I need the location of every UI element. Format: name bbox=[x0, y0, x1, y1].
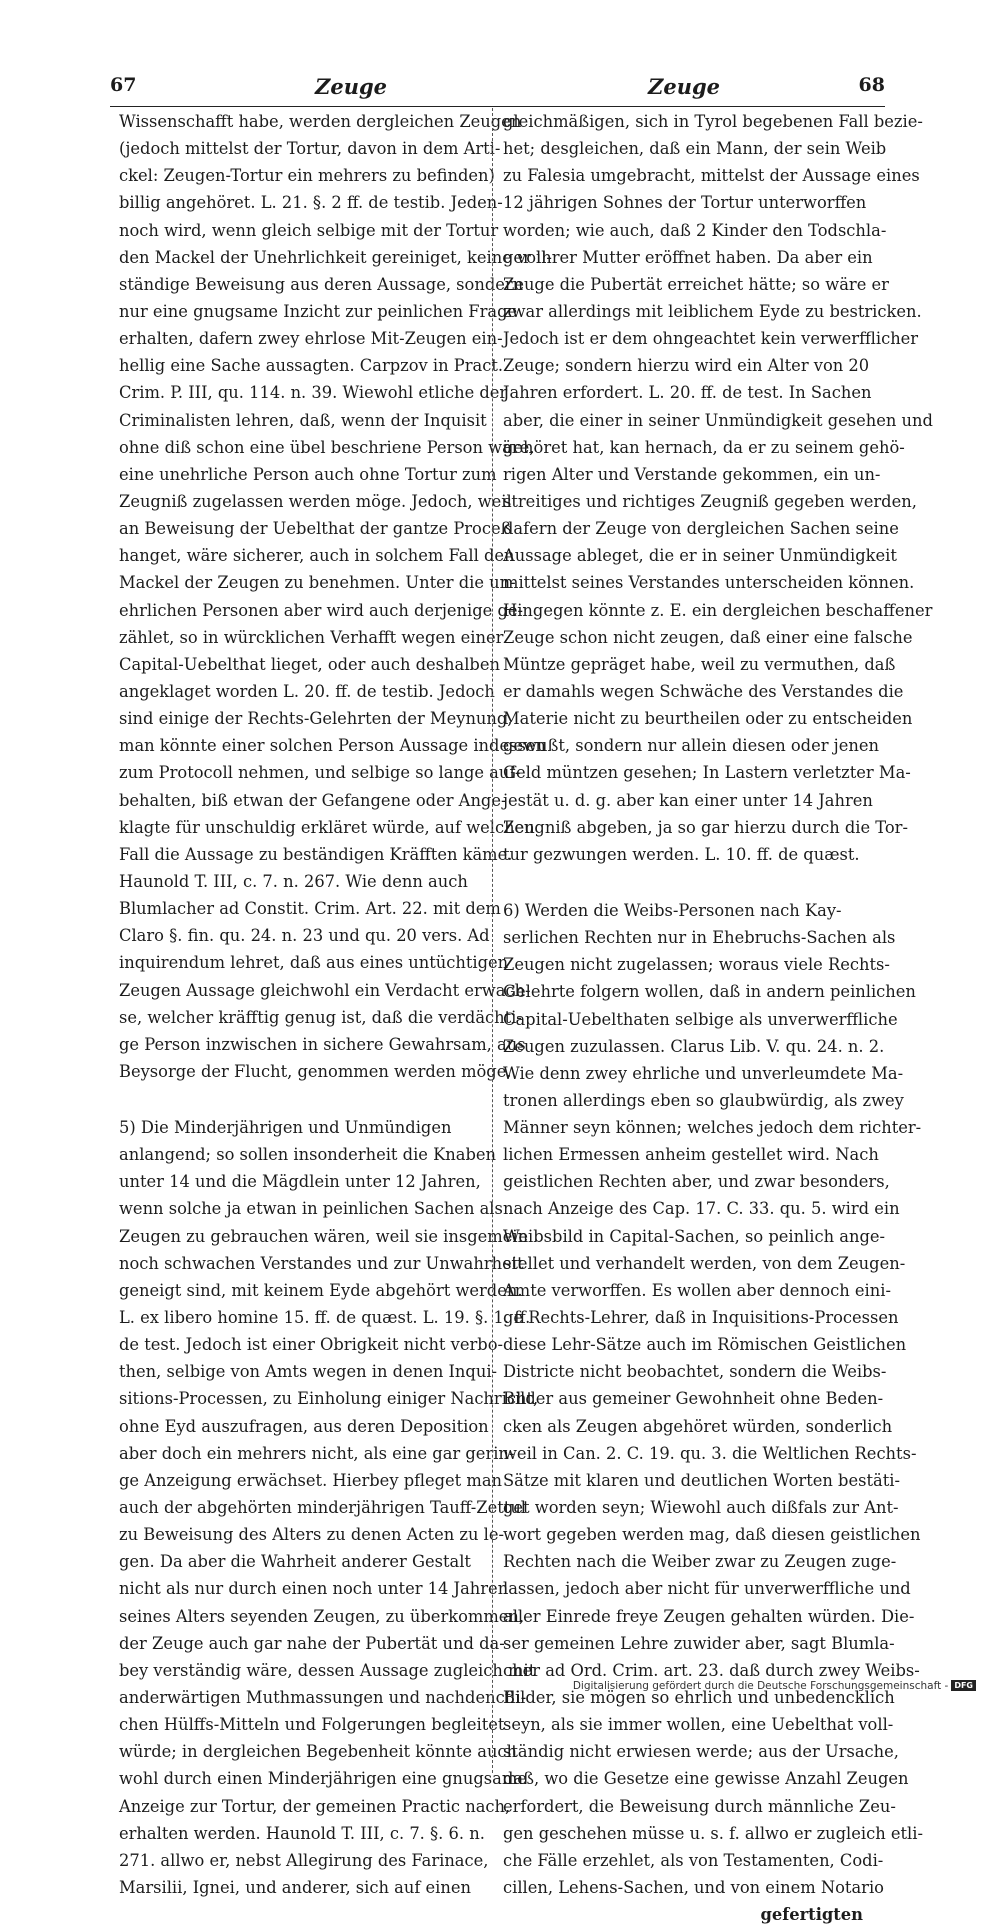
text-line: then, selbige von Amts wegen in denen Inqui- bbox=[119, 1362, 498, 1382]
text-line: bey verständig wäre, dessen Aussage zugleich mit bbox=[119, 1660, 536, 1680]
text-line: Mackel der Zeugen zu benehmen. Unter die un- bbox=[119, 573, 516, 593]
text-line: streitiges und richtiges Zeugniß gegeben werden, bbox=[503, 491, 917, 511]
text-line: Haunold T. III, c. 7. n. 267. Wie denn auch bbox=[119, 871, 468, 891]
text-line: geistlichen Rechten aber, und zwar besonders, bbox=[503, 1172, 890, 1192]
text-line: rigen Alter und Verstande gekommen, ein un- bbox=[503, 464, 881, 484]
text-line: 6) Werden die Weibs-Personen nach Kay- bbox=[503, 900, 842, 920]
text-line: Zeugen Aussage gleichwohl ein Verdacht erwach- bbox=[119, 980, 531, 1000]
text-line: ge Rechts-Lehrer, daß in Inquisitions-Processen bbox=[503, 1308, 899, 1328]
text-line: noch schwachen Verstandes und zur Unwahrheit bbox=[119, 1253, 524, 1273]
paragraph bbox=[503, 108, 933, 868]
text-line: den Mackel der Unehrlichkeit gereiniget, keine voll- bbox=[119, 247, 552, 267]
text-line: Blumlacher ad Constit. Crim. Art. 22. mit dem bbox=[119, 899, 501, 919]
text-line: seyn, als sie immer wollen, eine Uebelthat voll- bbox=[503, 1715, 894, 1735]
text-line: zum Protocoll nehmen, und selbige so lange auf- bbox=[119, 763, 521, 783]
text-line: ohne Eyd auszufragen, aus deren Deposition bbox=[119, 1416, 489, 1436]
text-line: Zeugen zuzulassen. Clarus Lib. V. qu. 24. n. 2. bbox=[503, 1036, 885, 1056]
text-line: Gelehrte folgern wollen, daß in andern peinlichen bbox=[503, 982, 916, 1002]
text-line: se, welcher kräfftig genug ist, daß die verdächti- bbox=[119, 1007, 522, 1027]
text-line: auch der abgehörten minderjährigen Tauff-Zettul bbox=[119, 1498, 527, 1518]
text-line: ser gemeinen Lehre zuwider aber, sagt Blumla- bbox=[503, 1633, 895, 1653]
text-line: ger ihrer Mutter eröffnet haben. Da aber ein bbox=[503, 247, 873, 267]
text-line: Anzeige zur Tortur, der gemeinen Practic nach, bbox=[119, 1796, 511, 1816]
text-line: Geld müntzen gesehen; In Lastern verletzter Ma- bbox=[503, 763, 911, 783]
page-number-right: 68 bbox=[858, 74, 885, 96]
page-number-left: 67 bbox=[110, 74, 137, 96]
text-line: jestät u. d. g. aber kan einer unter 14 Jahren bbox=[503, 790, 873, 810]
paragraph bbox=[119, 108, 552, 1085]
text-line: hellig eine Sache aussagten. Carpzov in Pract. bbox=[119, 356, 504, 376]
text-line: ge Anzeigung erwächset. Hierbey pfleget man bbox=[119, 1470, 503, 1490]
text-line: Amte verworffen. Es wollen aber dennoch eini- bbox=[503, 1280, 891, 1300]
text-line: ohne diß schon eine übel beschriene Person wäre, bbox=[119, 437, 535, 457]
text-line: cken als Zeugen abgehöret würden, sonderlich bbox=[503, 1416, 893, 1436]
text-line: er damahls wegen Schwäche des Verstandes die bbox=[503, 681, 904, 701]
text-line: eine unehrliche Person auch ohne Tortur zum bbox=[119, 464, 497, 484]
text-line: 12 jährigen Sohnes der Tortur unterworffen bbox=[503, 193, 867, 213]
text-line: ge Person inzwischen in sichere Gewahrsam, aus bbox=[119, 1034, 526, 1054]
running-title-left: Zeuge bbox=[315, 74, 388, 99]
text-line: Zeugniß abgeben, ja so gar hierzu durch die Tor- bbox=[503, 817, 908, 837]
text-line: mittelst seines Verstandes unterscheiden können. bbox=[503, 573, 915, 593]
text-line: tur gezwungen werden. L. 10. ff. de quæst. bbox=[503, 844, 860, 864]
text-line: Jedoch ist er dem ohngeachtet kein verwerfflicher bbox=[503, 329, 919, 349]
running-header bbox=[110, 72, 885, 107]
text-line: serlichen Rechten nur in Ehebruchs-Sachen als bbox=[503, 928, 896, 948]
text-line: hanget, wäre sicherer, auch in solchem Fall den bbox=[119, 546, 515, 566]
text-line: L. ex libero homine 15. ff. de quæst. L. 19. §. 1. ff. bbox=[119, 1308, 531, 1328]
text-line: Rechten nach die Weiber zwar zu Zeugen zuge- bbox=[503, 1552, 897, 1572]
catchword: gefertigten bbox=[760, 1905, 863, 1925]
paragraph-gap bbox=[503, 868, 863, 897]
text-line: Sätze mit klaren und deutlichen Worten bestäti- bbox=[503, 1470, 900, 1490]
text-line: gen. Da aber die Wahrheit anderer Gestalt bbox=[119, 1552, 471, 1572]
text-line: ckel: Zeugen-Tortur ein mehrers zu befinden) bbox=[119, 166, 495, 186]
text-line: aber, die einer in seiner Unmündigkeit gesehen und bbox=[503, 410, 933, 430]
text-line: 271. allwo er, nebst Allegirung des Farinace, bbox=[119, 1850, 489, 1870]
text-line: erfordert, die Beweisung durch männliche Zeu- bbox=[503, 1796, 896, 1816]
text-line: lassen, jedoch aber nicht für unverwerffliche und bbox=[503, 1579, 911, 1599]
text-line: noch wird, wenn gleich selbige mit der Tortur bbox=[119, 220, 499, 240]
text-line: Zeuge; sondern hierzu wird ein Alter von 20 bbox=[503, 356, 870, 376]
text-line: Aussage ableget, die er in seiner Unmündigkeit bbox=[503, 546, 897, 566]
paragraph bbox=[119, 1114, 539, 1901]
text-line: zu Falesia umgebracht, mittelst der Aussage eines bbox=[503, 166, 920, 186]
text-line: Hingegen könnte z. E. ein dergleichen beschaffener bbox=[503, 600, 933, 620]
left-text-column bbox=[119, 108, 552, 1901]
text-line: Zeuge die Pubertät erreichet hätte; so wäre er bbox=[503, 274, 889, 294]
text-line: Marsilii, Ignei, und anderer, sich auf einen bbox=[119, 1878, 471, 1897]
text-line: nicht als nur durch einen noch unter 14 Jahren bbox=[119, 1579, 509, 1599]
text-line: weil in Can. 2. C. 19. qu. 3. die Weltlichen Rechts- bbox=[503, 1443, 917, 1463]
text-line: zu Beweisung des Alters zu denen Acten zu le- bbox=[119, 1525, 504, 1545]
text-line: anlangend; so sollen insonderheit die Knaben bbox=[119, 1145, 496, 1165]
text-line: Bilder aus gemeiner Gewohnheit ohne Beden- bbox=[503, 1389, 884, 1409]
text-line: dafern der Zeuge von dergleichen Sachen seine bbox=[503, 519, 899, 539]
text-line: chen Hülffs-Mitteln und Folgerungen begleitet bbox=[119, 1715, 505, 1735]
text-line: Materie nicht zu beurtheilen oder zu entscheiden bbox=[503, 709, 913, 729]
right-text-column bbox=[503, 108, 933, 1928]
text-line: zwar allerdings mit leiblichem Eyde zu bestricken. bbox=[503, 301, 922, 321]
text-line: seines Alters seyenden Zeugen, zu überkommen, bbox=[119, 1606, 525, 1626]
text-line: Weibsbild in Capital-Sachen, so peinlich ange- bbox=[503, 1226, 886, 1246]
text-line: lichen Ermessen anheim gestellet wird. Nach bbox=[503, 1145, 879, 1165]
text-line: inquirendum lehret, daß aus eines untüchtigen bbox=[119, 953, 509, 973]
footer-text: Digitalisierung gefördert durch die Deutsche Forschungsgemeinschaft - bbox=[572, 1680, 949, 1692]
text-line: het; desgleichen, daß ein Mann, der sein Weib bbox=[503, 139, 887, 159]
text-line: wohl durch einen Minderjährigen eine gnugsame bbox=[119, 1769, 527, 1789]
paragraph-gap bbox=[119, 1085, 479, 1114]
text-line: nur eine gnugsame Inzicht zur peinlichen Frage bbox=[119, 301, 518, 321]
text-line: zählet, so in würcklichen Verhafft wegen einer bbox=[119, 627, 504, 647]
text-line: cher ad Ord. Crim. art. 23. daß durch zwey Weibs- bbox=[503, 1660, 920, 1680]
text-line: sitions-Processen, zu Einholung einiger Nachricht, bbox=[119, 1389, 539, 1409]
text-line: wort gegeben werden mag, daß diesen geistlichen bbox=[503, 1525, 921, 1545]
text-line: ehrlichen Personen aber wird auch derjenige ge- bbox=[119, 600, 524, 620]
text-line: erhalten werden. Haunold T. III, c. 7. §. 6. n. bbox=[119, 1823, 485, 1843]
text-line: anderwärtigen Muthmassungen und nachdencfli- bbox=[119, 1688, 527, 1708]
text-line: nach Anzeige des Cap. 17. C. 33. qu. 5. wird ein bbox=[503, 1199, 900, 1219]
text-line: angeklaget worden L. 20. ff. de testib. Jedoch bbox=[119, 681, 495, 701]
text-line: worden; wie auch, daß 2 Kinder den Todschla- bbox=[503, 220, 887, 240]
text-line: Müntze gepräget habe, weil zu vermuthen, daß bbox=[503, 654, 896, 674]
text-line: gewußt, sondern nur allein diesen oder jenen bbox=[503, 736, 879, 756]
text-line: 5) Die Minderjährigen und Unmündigen bbox=[119, 1118, 452, 1138]
running-title-right: Zeuge bbox=[648, 74, 721, 99]
text-line: Criminalisten lehren, daß, wenn der Inquisit bbox=[119, 410, 487, 430]
text-line: Districte nicht beobachtet, sondern die Weibs- bbox=[503, 1362, 887, 1382]
text-line: wenn solche ja etwan in peinlichen Sachen als bbox=[119, 1199, 503, 1219]
text-line: Bilder, sie mögen so ehrlich und unbedencklich bbox=[503, 1688, 895, 1708]
paragraph bbox=[503, 897, 923, 1901]
text-line: sind einige der Rechts-Gelehrten der Meynung, bbox=[119, 709, 513, 729]
text-line: Fall die Aussage zu beständigen Kräfften käme. bbox=[119, 844, 513, 864]
text-line: Beysorge der Flucht, genommen werden möge. bbox=[119, 1061, 512, 1081]
text-line: geneigt sind, mit keinem Eyde abgehört werden. bbox=[119, 1280, 523, 1300]
text-line: Crim. P. III, qu. 114. n. 39. Wiewohl etliche der bbox=[119, 383, 508, 403]
text-line: che Fälle erzehlet, als von Testamenten, Codi- bbox=[503, 1850, 884, 1870]
text-line: Zeugen zu gebrauchen wären, weil sie insgemein bbox=[119, 1226, 529, 1246]
text-line: unter 14 und die Mägdlein unter 12 Jahren, bbox=[119, 1172, 481, 1192]
digitization-footer bbox=[573, 1680, 976, 1692]
text-line: get worden seyn; Wiewohl auch dißfals zur Ant- bbox=[503, 1498, 899, 1518]
text-line: an Beweisung der Uebelthat der gantze Proceß bbox=[119, 519, 512, 539]
text-line: cillen, Lehens-Sachen, und von einem Notario bbox=[503, 1878, 884, 1897]
text-line: Capital-Uebelthaten selbige als unverwerffliche bbox=[503, 1009, 898, 1029]
text-line: aller Einrede freye Zeugen gehalten würden. Die- bbox=[503, 1606, 915, 1626]
text-line: Zeugniß zugelassen werden möge. Jedoch, weil bbox=[119, 491, 512, 511]
text-line: tronen allerdings eben so glaubwürdig, als zwey bbox=[503, 1090, 904, 1110]
text-line: klagte für unschuldig erkläret würde, auf welchen bbox=[119, 817, 535, 837]
text-line: ständige Beweisung aus deren Aussage, sondern bbox=[119, 274, 524, 294]
text-line: billig angehöret. L. 21. §. 2 ff. de testib. Jeden- bbox=[119, 193, 503, 213]
text-line: Wissenschafft habe, werden dergleichen Zeugen bbox=[119, 112, 522, 131]
text-line: Jahren erfordert. L. 20. ff. de test. In Sachen bbox=[503, 383, 872, 403]
text-line: diese Lehr-Sätze auch im Römischen Geistlichen bbox=[503, 1335, 907, 1355]
text-line: der Zeuge auch gar nahe der Pubertät und da- bbox=[119, 1633, 505, 1653]
text-line: Männer seyn können; welches jedoch dem richter- bbox=[503, 1118, 922, 1138]
text-line: behalten, biß etwan der Gefangene oder Ange- bbox=[119, 790, 507, 810]
text-line: Wie denn zwey ehrliche und unverleumdete Ma- bbox=[503, 1063, 904, 1083]
text-line: aber doch ein mehrers nicht, als eine gar gerin- bbox=[119, 1443, 515, 1463]
text-line: gleichmäßigen, sich in Tyrol begebenen Fall bezie- bbox=[503, 112, 923, 131]
text-line: gen geschehen müsse u. s. f. allwo er zugleich etli- bbox=[503, 1823, 923, 1843]
text-line: Zeuge schon nicht zeugen, daß einer eine falsche bbox=[503, 627, 913, 647]
text-line: würde; in dergleichen Begebenheit könnte auch bbox=[119, 1742, 518, 1762]
text-line: Claro §. fin. qu. 24. n. 23 und qu. 20 vers. Ad bbox=[119, 926, 490, 946]
text-line: man könnte einer solchen Person Aussage indessen bbox=[119, 736, 546, 756]
text-line: (jedoch mittelst der Tortur, davon in dem Arti- bbox=[119, 139, 501, 159]
dfg-logo: DFG bbox=[951, 1680, 976, 1691]
text-line: Capital-Uebelthat lieget, oder auch deshalben bbox=[119, 654, 500, 674]
text-line: stellet und verhandelt werden, von dem Zeugen- bbox=[503, 1253, 906, 1273]
column-divider bbox=[492, 108, 493, 1773]
text-line: daß, wo die Gesetze eine gewisse Anzahl Zeugen bbox=[503, 1769, 909, 1789]
text-line: Zeugen nicht zugelassen; woraus viele Rechts- bbox=[503, 955, 890, 975]
text-line: de test. Jedoch ist einer Obrigkeit nicht verbo- bbox=[119, 1335, 503, 1355]
text-line: ständig nicht erwiesen werde; aus der Ursache, bbox=[503, 1742, 899, 1762]
text-line: gehöret hat, kan hernach, da er zu seinem gehö- bbox=[503, 437, 905, 457]
text-line: erhalten, dafern zwey ehrlose Mit-Zeugen ein- bbox=[119, 329, 503, 349]
